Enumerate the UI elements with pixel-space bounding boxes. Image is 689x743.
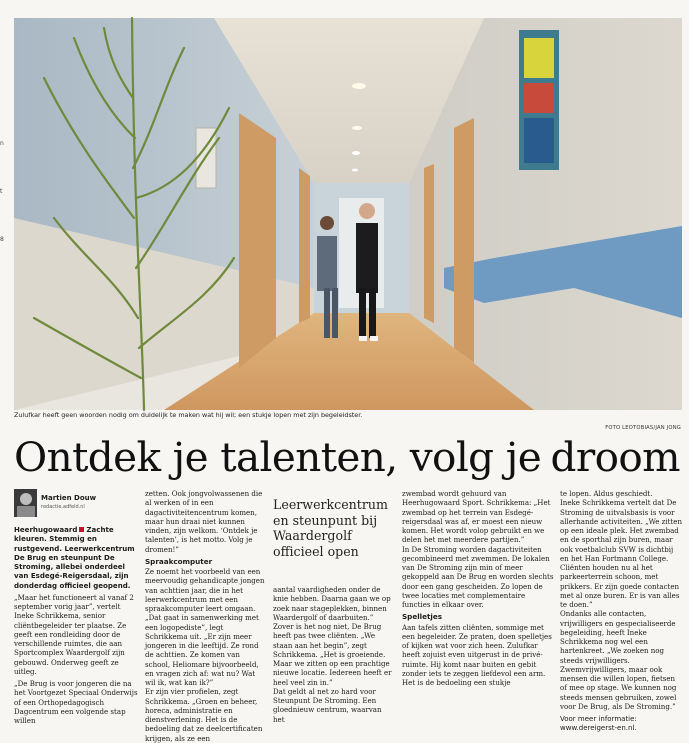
more-info-link[interactable]: www.dereigerst-en.nl. (560, 724, 637, 733)
author-portrait (14, 489, 37, 517)
column-1 (14, 489, 139, 725)
column-4 (402, 489, 554, 687)
lead-text: Zachte kleuren. Stemmig en rustgevend. Leerwerkcentrum De Brug en steunpunt De Stroming, allebei onderdeel van Esdegé-Reigersdaal, zijn donderdag officieel geopend. (14, 525, 135, 590)
paragraph: „De Brug is voor jongeren die na het Voortgezet Speciaal Onderwijs of een Orthopedagogisch Dagcentrum een volgende stap willen (14, 679, 138, 725)
paragraph: Ondanks alle contacten, vrijwilligers en gespecialiseerde begeleiding, heeft Ineke Schrikkema nog wel een hartenkreet. „We zoeken nog steeds vrijwilligers. Zwemvrijwilligers, maar ook mensen die willen lopen, fietsen of mee op stage. We kunnen nog steeds mensen gebruiken, zowel voor De Brug, als De Stroming.” (560, 609, 677, 711)
more-info-label: Voor meer informatie: (560, 715, 637, 723)
pull-quote-text: Leerwerkcentrum en steunpunt bij Waardergolf officieel open (273, 497, 388, 559)
paragraph: Er zijn vier profielen, zegt Schrikkema. „Groen en beheer, horeca, administratie en dienstverlening. Het is de bedoeling dat ze deelcertificaten krijgen, als ze een (145, 687, 263, 743)
subheading: Spraakcomputer (145, 556, 213, 566)
article-photo (14, 18, 682, 410)
red-square-icon (79, 527, 84, 532)
pull-quote (273, 497, 393, 581)
headline-part2: droom (550, 433, 680, 481)
column-2 (145, 489, 267, 743)
edge-mark: 8 (0, 236, 4, 243)
paragraph: In De Stroming worden dagactiviteiten gecombineerd met zwemmen. De lokalen van De Stroming zijn min of meer gekoppeld aan De Brug en worden slechts door een gang gescheiden. Zo lopen de twee locaties met complementaire functies in elkaar over. (402, 544, 554, 609)
headline (14, 433, 682, 481)
subheading: Spelletjes (402, 612, 443, 622)
paragraph: Ineke Schrikkema vertelt dat De Stroming de uitvalsbasis is voor allerhande activiteiten. „We zitten op een ideale plek. Het zwembad en de sporthal zijn buren, maar ook voetbalclub SVW is dichtbij en het Han Fortmann College. Cliënten houden nu al het parkeerterrein schoon, met prikkers. Er zijn goede contacten met al onze buren. Er is van alles te doen.” (560, 498, 683, 609)
paragraph: zwembad wordt gehuurd van Heerhugowaard Sport. Schrikkema: „Het zwembad op het terrein van Esdegé-reigersdaal was af, er moest een nieuw komen. Het wordt volop gebruikt en we delen het met meerdere partijen.” (402, 489, 551, 545)
author-email: redactie.adfeld.nl (41, 503, 85, 510)
dateline: Heerhugowaard (14, 525, 78, 534)
paragraph: te lopen. Aldus geschiedt. (560, 489, 653, 498)
paragraph: Zover is het nog niet, De Brug heeft pas twee cliënten. „We staan aan het begin”, zegt Schrikkema. „Het is groeiende. Maar we zitten op een prachtige nieuwe locatie. Iedereen heeft er heel veel zin in.” (273, 622, 392, 687)
column-5 (560, 489, 684, 734)
paragraph: Dat geldt al net zo hard voor Steunpunt De Stroming. Een gloednieuw centrum, waarvan het (273, 686, 382, 724)
author-byline (14, 489, 139, 517)
headline-part1: Ontdek je talenten, volg je (14, 433, 542, 481)
author-name: Martien Douw (41, 493, 97, 502)
edge-mark: n (0, 140, 4, 147)
paragraph: aantal vaardigheden onder de knie hebben. Daarna gaan we op zoek naar stageplekken, binnen Waardergolf of daarbuiten.” (273, 585, 391, 622)
paragraph: „Maar het functioneert al vanaf 2 september vorig jaar”, vertelt Ineke Schrikkema, senior cliëntbegeleider ter plaatse. Ze geeft een rondleiding door de verschillende ruimtes, die aan Sportcomplex Waardergolf zijn gebouwd. Onderweg geeft ze uitleg. (14, 592, 134, 676)
photo-caption: Zulufkar heeft geen woorden nodig om duidelijk te maken wat hij wil; een stukje lopen met zijn begeleidster. (14, 411, 363, 419)
paragraph: zetten. Ook jongvolwassenen die al werken of in een dagactiviteitencentrum komen, maar hun draai niet kunnen vinden, zijn welkom. ‘Ontdek je talenten’, is het motto. Volg je dromen!” (145, 489, 263, 554)
author-photo-icon (14, 489, 37, 517)
hallway-photo-illustration (14, 18, 682, 410)
paragraph: Ze noemt het voorbeeld van een meervoudig gehandicapte jongen van achttien jaar, die in het leerwerkcentrum met een spraakcomputer leert omgaan. „Dat gaat in samenwerking met een logopediste”, legt Schrikkema uit. „Er zijn meer jongeren in die leeftijd. Ze rond de achttien. Ze komen van school, Heliomare bijvoorbeeld, en vragen zich af: wat nu? Wat wil ik, wat kan ik?” (145, 567, 265, 687)
edge-mark: t (0, 188, 3, 195)
paragraph: Aan tafels zitten cliënten, sommige met een begeleider. Ze praten, doen spelletjes of kijken wat voor zich heen. Zulufkar heeft zojuist even uitgerust in de privé-ruimte. Hij komt naar buiten en gebit zonder iets te zeggen liefdevol een arm. Het is de bedoeling een stukje (402, 622, 552, 687)
page-edge-marks (0, 120, 8, 264)
article-lead (14, 525, 139, 590)
photo-credit: FOTO LEOTOBIAS/JAN JONG (605, 425, 681, 431)
column-3-text (273, 585, 393, 724)
